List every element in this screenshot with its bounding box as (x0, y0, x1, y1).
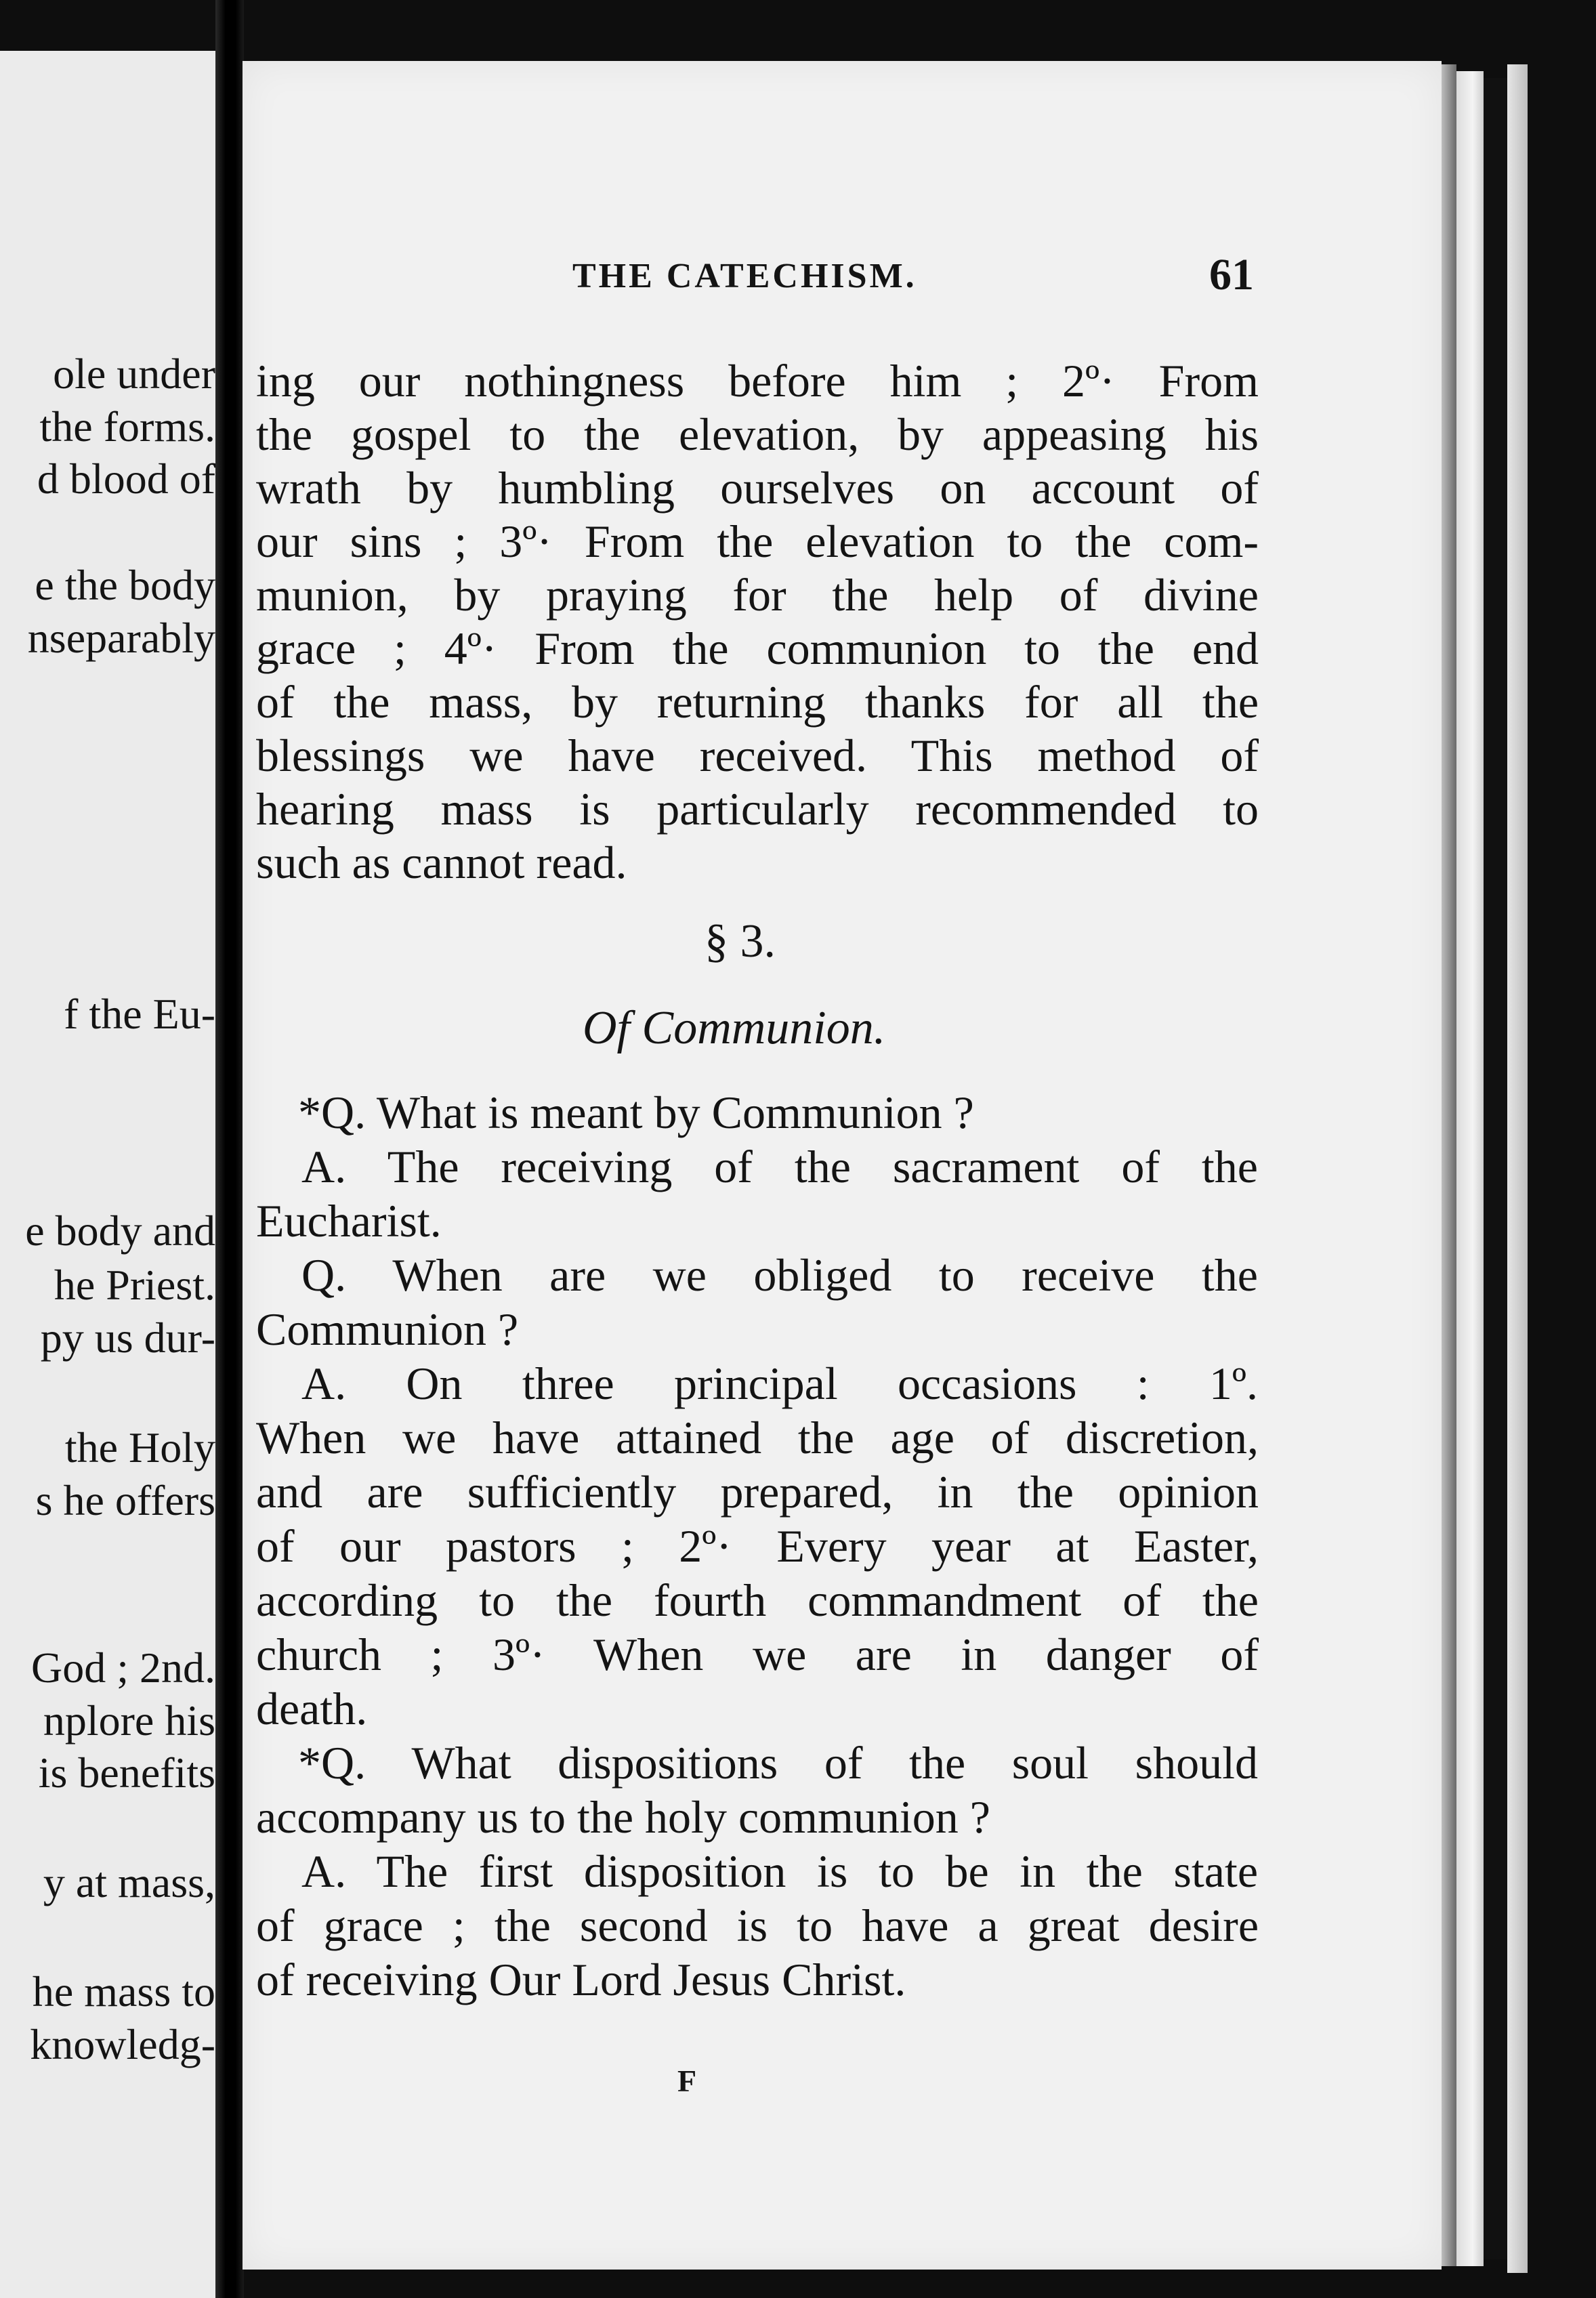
text-line: wrath by humbling ourselves on account of (256, 462, 1259, 514)
text-line: grace ; 4º· From the communion to the end (256, 623, 1259, 674)
answer-line: A. The first disposition is to be in the state (301, 1845, 1258, 1897)
question-line: accompany us to the holy communion ? (256, 1791, 990, 1843)
question-line: *Q. What dispositions of the soul should (298, 1737, 1258, 1789)
text-line: hearing mass is particularly recommended to (256, 783, 1259, 835)
section-number: § 3. (705, 915, 776, 967)
text-line: our sins ; 3º· From the elevation to the com- (256, 516, 1259, 567)
facing-page-line: e the body (35, 561, 215, 609)
text-line: blessings we have received. This method of (256, 730, 1259, 781)
facing-page-line: the forms. (39, 402, 215, 451)
page-edge (1456, 71, 1484, 2266)
facing-page-line: y at mass, (43, 1858, 215, 1906)
answer-line: death. (256, 1683, 368, 1734)
answer-line: according to the fourth commandment of the (256, 1574, 1259, 1626)
facing-page-line: he Priest. (54, 1261, 215, 1309)
facing-page-line: knowledg- (30, 2020, 215, 2068)
answer-line: and are sufficiently prepared, in the opinion (256, 1466, 1259, 1518)
answer-line: When we have attained the age of discretion, (256, 1412, 1259, 1463)
answer-line: of grace ; the second is to have a great desire (256, 1900, 1259, 1951)
question-line: Q. When are we obliged to receive the (301, 1249, 1258, 1301)
facing-page-line: God ; 2nd. (31, 1644, 215, 1692)
question-line: *Q. What is meant by Communion ? (298, 1087, 974, 1138)
text-line: the gospel to the elevation, by appeasing his (256, 409, 1259, 460)
answer-line: of our pastors ; 2º· Every year at Easter, (256, 1520, 1259, 1572)
text-line: of the mass, by returning thanks for all the (256, 676, 1259, 728)
running-header: THE CATECHISM. (572, 257, 917, 295)
question-line: Communion ? (256, 1303, 519, 1355)
page-number: 61 (1209, 250, 1254, 299)
facing-page-line: the Holy (64, 1423, 215, 1471)
facing-page-line: py us dur- (40, 1314, 215, 1362)
answer-line: A. On three principal occasions : 1º. (301, 1358, 1258, 1409)
answer-line: A. The receiving of the sacrament of the (301, 1141, 1258, 1192)
facing-page-line: e body and (25, 1207, 215, 1255)
answer-line: of receiving Our Lord Jesus Christ. (256, 1954, 906, 2005)
page-edge (1442, 64, 1456, 2266)
text-line: such as cannot read. (256, 837, 627, 888)
text-line: munion, by praying for the help of divine (256, 569, 1259, 621)
page-edge (1484, 78, 1507, 2259)
facing-page-line: nplore his (43, 1696, 215, 1745)
facing-page (0, 51, 224, 2298)
signature-mark: F (677, 2064, 697, 2098)
facing-page-line: is benefits (38, 1749, 215, 1797)
facing-page-line: nseparably (27, 614, 215, 662)
facing-page-line: d blood of (37, 455, 215, 503)
book-gutter (215, 0, 244, 2298)
answer-line: church ; 3º· When we are in danger of (256, 1629, 1259, 1680)
facing-page-line: he mass to (32, 1967, 215, 2015)
section-title: Of Communion. (583, 1002, 886, 1054)
text-line: ing our nothingness before him ; 2º· From (256, 355, 1259, 406)
page-edge (1507, 64, 1528, 2273)
answer-line: Eucharist. (256, 1195, 442, 1247)
facing-page-line: s he offers (35, 1476, 215, 1524)
facing-page-line: ole under (53, 350, 215, 398)
facing-page-line: f the Eu- (64, 990, 215, 1038)
